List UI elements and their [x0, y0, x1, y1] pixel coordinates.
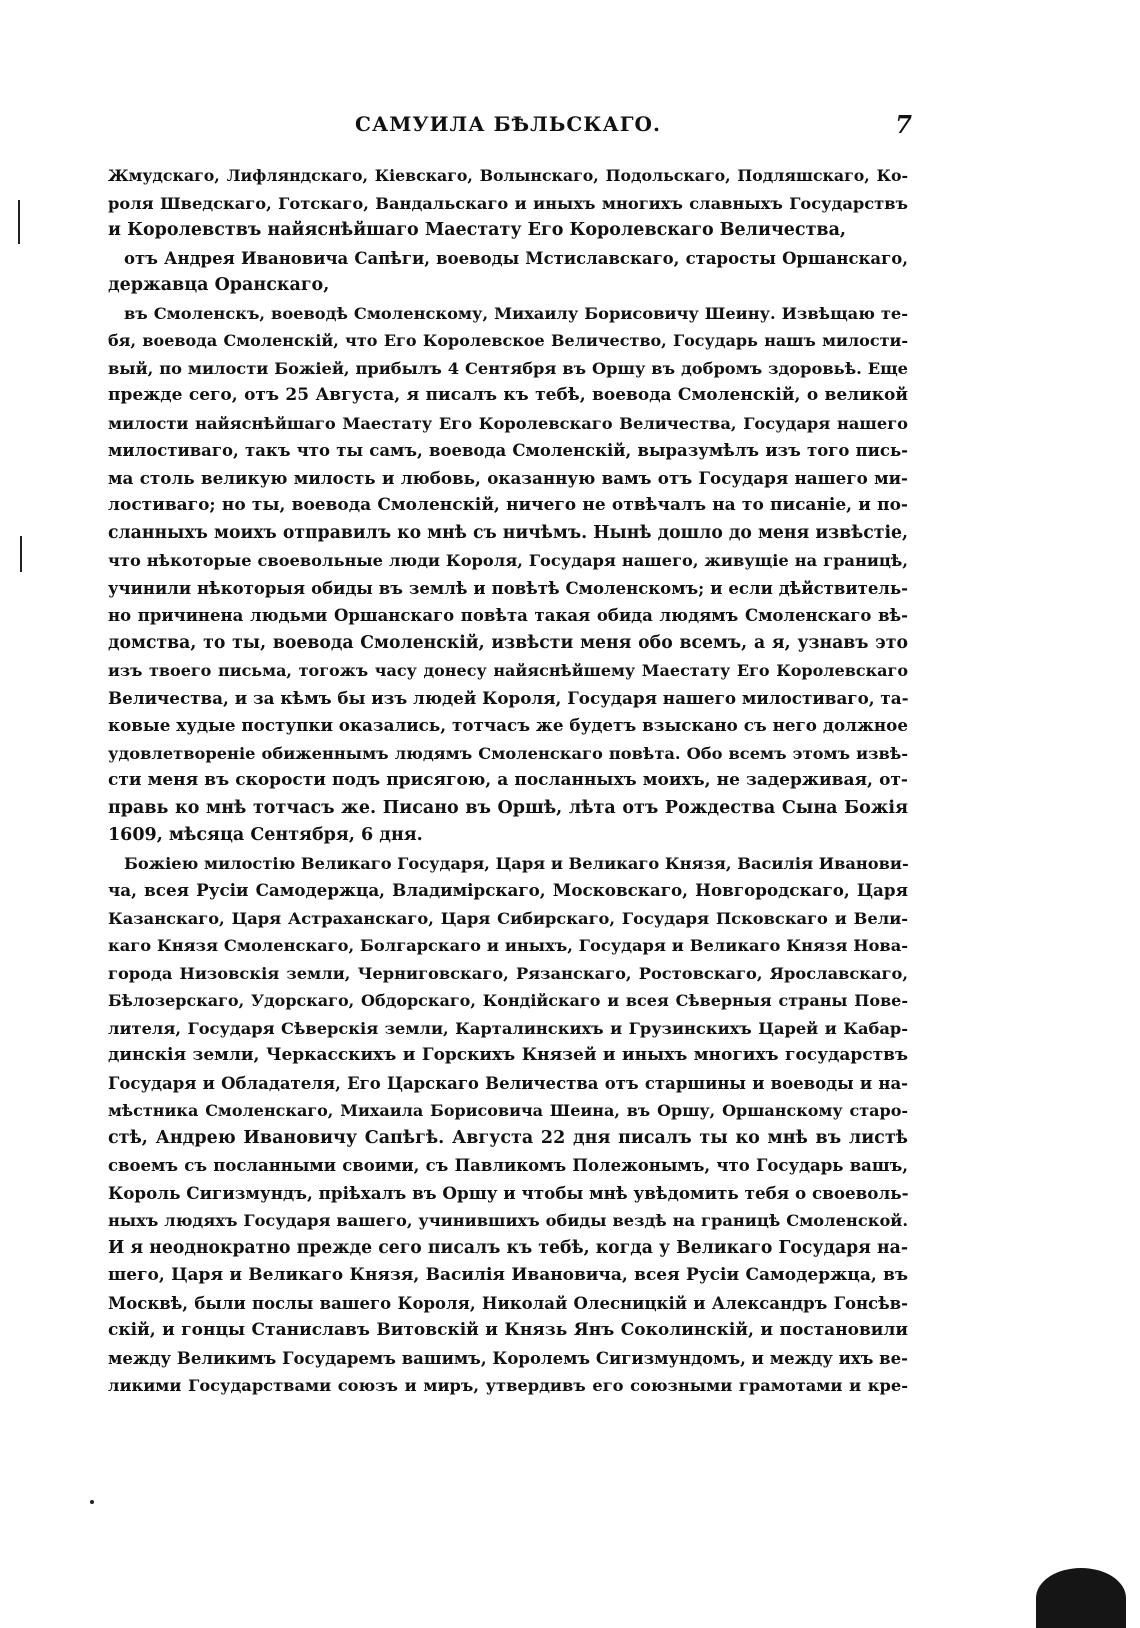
text-line: шего, Царя и Великаго Князя, Василія Ивановича, всея Русіи Самодержца, въ	[108, 1265, 908, 1285]
text-line: бя, воевода Смоленскій, что Его Королевское Величество, Государь нашъ милости-	[108, 331, 908, 350]
text-line: учинили нѣкоторыя обиды въ землѣ и повѣтѣ Смоленскомъ; и если дѣйствитель-	[108, 578, 908, 598]
text-line: города Низовскія земли, Черниговскаго, Рязанскаго, Ростовскаго, Ярославскаго,	[108, 963, 908, 983]
text-line: изъ твоего письма, тогожъ часу донесу найяснѣйшему Маестату Его Королевскаго	[108, 661, 908, 680]
text-line: Государя и Обладателя, Его Царскаго Величества отъ старшины и воеводы и на-	[108, 1073, 908, 1093]
text-line: ма столь великую милость и любовь, оказанную вамъ отъ Государя нашего ми-	[108, 467, 908, 488]
text-line: что нѣкоторые своевольные люди Короля, Государя нашего, живущіе на границѣ,	[108, 551, 908, 570]
text-line: сланныхъ моихъ отправилъ ко мнѣ съ ничѣмъ. Нынѣ дошло до меня извѣстіе,	[108, 522, 908, 543]
text-line: Величества, и за кѣмъ бы изъ людей Короля, Государя нашего милостиваго, та-	[108, 687, 909, 708]
text-line: лителя, Государя Сѣверскія земли, Карталинскихъ и Грузинскихъ Царей и Кабар-	[108, 1018, 908, 1038]
text-line: Бѣлозерскаго, Удорскаго, Обдорскаго, Кондійскаго и всея Сѣверныя страны Пове-	[108, 991, 908, 1010]
text-line: Король Сигизмундъ, пріѣхалъ въ Оршу и чтобы мнѣ увѣдомить тебя о своеволь-	[108, 1182, 909, 1203]
text-line: Жмудскаго, Лифляндскаго, Кіевскаго, Волынскаго, Подольскаго, Подляшскаго, Ко-	[108, 166, 908, 185]
margin-bracket-mark	[18, 200, 20, 244]
text-line: каго Князя Смоленскаго, Болгарскаго и иныхъ, Государя и Великаго Князя Нова-	[108, 936, 908, 955]
text-line: но причинена людьми Оршанскаго повѣта такая обида людямъ Смоленскаго вѣ-	[108, 606, 908, 625]
text-line: между Великимъ Государемъ вашимъ, Королемъ Сигизмундомъ, и между ихъ ве-	[108, 1348, 908, 1368]
text-line: и Королевствъ найяснѣйшаго Маестату Его Королевскаго Величества,	[108, 220, 846, 240]
text-line: Казанскаго, Царя Астраханскаго, Царя Сибирскаго, Государя Псковскаго и Вели-	[108, 908, 908, 928]
text-line: въ Смоленскъ, воеводѣ Смоленскому, Михаилу Борисовичу Шеину. Извѣщаю те-	[124, 303, 908, 323]
text-line: лостиваго; но ты, воевода Смоленскій, ничего не отвѣчалъ на то писаніе, и по-	[108, 495, 908, 515]
text-line: домства, то ты, воевода Смоленскій, извѣсти меня обо всемъ, а я, узнавъ это	[108, 632, 908, 653]
text-line: динскія земли, Черкасскихъ и Горскихъ Князей и иныхъ многихъ государствъ	[108, 1045, 908, 1065]
page-number: 7	[895, 110, 912, 139]
text-line: отъ Андрея Ивановича Сапѣги, воеводы Мстиславскаго, старосты Оршанскаго,	[124, 248, 908, 268]
text-line: мѣстника Смоленскаго, Михаила Борисовича Шеина, въ Оршу, Оршанскому старо-	[108, 1101, 908, 1120]
text-line: стѣ, Андрею Ивановичу Сапѣгѣ. Августа 22 дня писалъ ты ко мнѣ въ листѣ	[108, 1127, 908, 1148]
text-line: 1609, мѣсяца Сентября, 6 дня.	[108, 825, 423, 845]
text-line: Москвѣ, были послы вашего Короля, Николай Олесницкій и Александръ Гонсѣв-	[108, 1293, 908, 1313]
running-head: САМУИЛА БѢЛЬСКАГО.	[355, 112, 661, 136]
text-line: сти меня въ скорости подъ присягою, а посланныхъ моихъ, не задерживая, от-	[108, 770, 908, 790]
text-line: милостиваго, такъ что ты самъ, воевода Смоленскій, выразумѣлъ изъ того пись-	[108, 441, 908, 460]
page-header	[108, 110, 912, 146]
ink-dot-mark	[90, 1500, 94, 1504]
text-line: скій, и гонцы Станиславъ Витовскій и Князь Янъ Соколинскій, и постановили	[108, 1320, 908, 1340]
text-line: ликими Государствами союзъ и миръ, утвердивъ его союзными грамотами и кре-	[108, 1376, 908, 1395]
text-line: своемъ съ посланными своими, съ Павликомъ Полежонымъ, что Государь вашъ,	[108, 1156, 908, 1175]
scan-thumb-shadow	[1036, 1568, 1126, 1628]
text-line: ковые худые поступки оказались, тотчасъ же будетъ взыскано съ него должное	[108, 715, 908, 735]
text-line: И я неоднократно прежде сего писалъ къ тебѣ, когда у Великаго Государя на-	[108, 1237, 908, 1258]
text-line: ныхъ людяхъ Государя вашего, учинившихъ обиды вездѣ на границѣ Смоленской.	[108, 1211, 908, 1230]
body-text	[108, 162, 908, 1400]
margin-bracket-mark	[20, 536, 22, 572]
text-line: милости найяснѣйшаго Маестату Его Королевскаго Величества, Государя нашего	[108, 413, 908, 433]
text-line: Божіею милостію Великаго Государя, Царя и Великаго Князя, Василія Иванови-	[124, 853, 909, 873]
text-line: державца Оранскаго,	[108, 275, 330, 295]
text-line: ча, всея Русіи Самодержца, Владимірскаго, Московскаго, Новгородскаго, Царя	[108, 880, 908, 900]
text-line: вый, по милости Божіей, прибылъ 4 Сентября въ Оршу въ добромъ здоровьѣ. Еще	[108, 358, 908, 378]
text-line: прежде сего, отъ 25 Августа, я писалъ къ тебѣ, воевода Смоленскій, о великой	[108, 385, 908, 405]
text-line: роля Шведскаго, Готскаго, Вандальскаго и иныхъ многихъ славныхъ Государствъ	[108, 193, 908, 213]
text-line: правь ко мнѣ тотчасъ же. Писано въ Оршѣ, лѣта отъ Рождества Сына Божія	[108, 797, 908, 818]
text-line: удовлетвореніе обиженнымъ людямъ Смоленскаго повѣта. Обо всемъ этомъ извѣ-	[108, 743, 908, 763]
